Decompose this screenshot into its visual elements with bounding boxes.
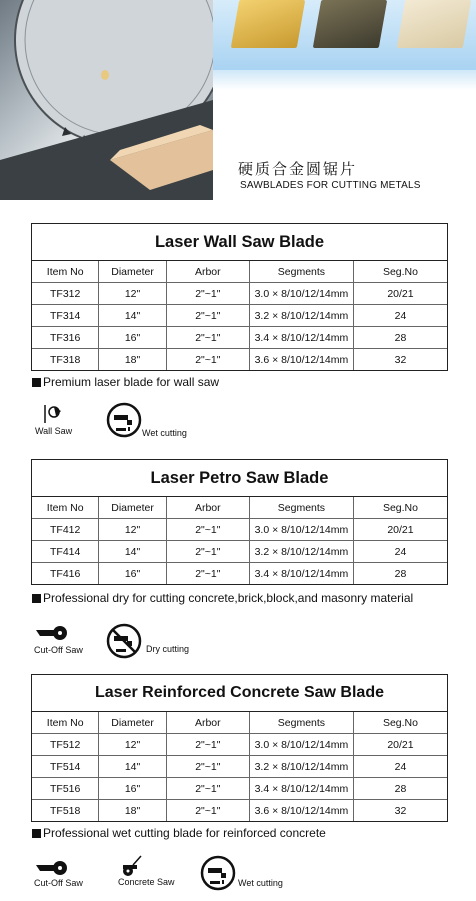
table-cell: TF314 bbox=[32, 305, 99, 326]
table-cell: 2"~1" bbox=[167, 519, 250, 540]
icon-label: Cut-Off Saw bbox=[34, 645, 83, 655]
table-cell: 16" bbox=[99, 778, 166, 799]
table-cell: 2"~1" bbox=[167, 541, 250, 562]
table-cell: 16" bbox=[99, 563, 166, 584]
table-cell: 3.4 × 8/10/12/14mm bbox=[250, 563, 354, 584]
table-cell: 2"~1" bbox=[167, 756, 250, 777]
table-cell: 2"~1" bbox=[167, 305, 250, 326]
column-header: Arbor bbox=[167, 497, 250, 518]
column-header: Seg.No bbox=[382, 265, 418, 278]
page-title-en: SAWBLADES FOR CUTTING METALS bbox=[240, 180, 421, 191]
table-cell: TF518 bbox=[32, 800, 99, 821]
cut-off-saw-icon bbox=[34, 859, 70, 877]
table-cell: 28 bbox=[394, 567, 407, 580]
note-text: Premium laser blade for wall saw bbox=[43, 375, 220, 389]
table-cell: 20/21 bbox=[387, 287, 414, 300]
table-cell: 16" bbox=[99, 327, 166, 348]
column-header: Item No bbox=[32, 261, 99, 282]
column-header: Segments bbox=[250, 712, 354, 733]
table-cell: 18" bbox=[99, 349, 166, 370]
table-cell: 14" bbox=[99, 541, 166, 562]
table-title: Laser Wall Saw Blade bbox=[32, 224, 447, 261]
table-row bbox=[32, 283, 447, 305]
table-cell: 2"~1" bbox=[167, 563, 250, 584]
note-text: Professional dry for cutting concrete,brick,block,and masonry material bbox=[43, 591, 414, 605]
table-title: Laser Petro Saw Blade bbox=[32, 460, 447, 497]
table-cell: 2"~1" bbox=[167, 349, 250, 370]
table-cell: 3.4 × 8/10/12/14mm bbox=[250, 778, 354, 799]
table-cell: TF512 bbox=[32, 734, 99, 755]
table-header-row bbox=[32, 712, 447, 734]
icon-label: Wet cutting bbox=[142, 428, 187, 438]
table-cell: 3.0 × 8/10/12/14mm bbox=[250, 283, 354, 304]
column-header: Seg.No bbox=[382, 716, 418, 729]
table-cell: 3.2 × 8/10/12/14mm bbox=[250, 756, 354, 777]
table-cell: TF416 bbox=[32, 563, 99, 584]
table-cell: 28 bbox=[394, 331, 407, 344]
table-row bbox=[32, 563, 447, 584]
wet-cutting-icon bbox=[106, 402, 142, 438]
table-row bbox=[32, 349, 447, 370]
table-cell: TF318 bbox=[32, 349, 99, 370]
cut-off-saw-icon bbox=[34, 624, 70, 642]
column-header: Item No bbox=[32, 712, 99, 733]
table-row bbox=[32, 756, 447, 778]
table-cell: 24 bbox=[394, 760, 407, 773]
hero-banner bbox=[0, 0, 476, 200]
table-cell: 3.0 × 8/10/12/14mm bbox=[250, 734, 354, 755]
table-cell: 32 bbox=[394, 353, 407, 366]
table-cell: 12" bbox=[99, 519, 166, 540]
stone-sample bbox=[313, 0, 387, 48]
table-cell: 18" bbox=[99, 800, 166, 821]
table-cell: 3.4 × 8/10/12/14mm bbox=[250, 327, 354, 348]
concrete-saw-icon bbox=[121, 855, 147, 877]
column-header: Arbor bbox=[167, 261, 250, 282]
column-header: Segments bbox=[250, 497, 354, 518]
table-cell: 3.2 × 8/10/12/14mm bbox=[250, 305, 354, 326]
icon-label: Wall Saw bbox=[35, 426, 73, 436]
column-header: Segments bbox=[250, 261, 354, 282]
table-cell: 20/21 bbox=[387, 523, 414, 536]
table-cell: 28 bbox=[394, 782, 407, 795]
page-title-cn: 硬质合金圆锯片 bbox=[238, 161, 358, 178]
spec-table-wall-saw bbox=[31, 223, 448, 371]
wet-cutting-icon bbox=[200, 855, 236, 891]
column-header: Diameter bbox=[99, 261, 166, 282]
table-row bbox=[32, 327, 447, 349]
column-header: Seg.No bbox=[382, 501, 418, 514]
icon-label: Dry cutting bbox=[146, 644, 190, 654]
table-cell: 20/21 bbox=[387, 738, 414, 751]
column-header: Diameter bbox=[99, 497, 166, 518]
sawblade-photo bbox=[0, 0, 213, 200]
dry-cutting-icon bbox=[106, 623, 142, 659]
table-cell: TF514 bbox=[32, 756, 99, 777]
table-cell: 12" bbox=[99, 283, 166, 304]
bullet-square bbox=[32, 829, 41, 838]
board-sample bbox=[397, 0, 471, 48]
table-row bbox=[32, 778, 447, 800]
table-row bbox=[32, 800, 447, 821]
table-cell: 2"~1" bbox=[167, 283, 250, 304]
column-header: Item No bbox=[32, 497, 99, 518]
table-cell: 3.6 × 8/10/12/14mm bbox=[250, 349, 354, 370]
table-cell: 2"~1" bbox=[167, 778, 250, 799]
table-cell: TF312 bbox=[32, 283, 99, 304]
table-header-row bbox=[32, 497, 447, 519]
table-cell: 12" bbox=[99, 734, 166, 755]
table-cell: 2"~1" bbox=[167, 327, 250, 348]
spec-table-reinforced-concrete-saw bbox=[31, 674, 448, 822]
column-header: Diameter bbox=[99, 712, 166, 733]
table-cell: 24 bbox=[394, 545, 407, 558]
table-title: Laser Reinforced Concrete Saw Blade bbox=[32, 675, 447, 712]
table-header-row bbox=[32, 261, 447, 283]
table-cell: 3.2 × 8/10/12/14mm bbox=[250, 541, 354, 562]
icon-label: Wet cutting bbox=[238, 878, 283, 888]
product-note bbox=[32, 826, 326, 840]
table-cell: 2"~1" bbox=[167, 734, 250, 755]
note-text: Professional wet cutting blade for reinforced concrete bbox=[43, 826, 326, 840]
wood-sample bbox=[231, 0, 305, 48]
table-cell: 14" bbox=[99, 305, 166, 326]
table-cell: TF316 bbox=[32, 327, 99, 348]
table-cell: TF516 bbox=[32, 778, 99, 799]
table-cell: 3.0 × 8/10/12/14mm bbox=[250, 519, 354, 540]
table-row bbox=[32, 541, 447, 563]
product-note bbox=[32, 591, 413, 605]
column-header: Arbor bbox=[167, 712, 250, 733]
table-cell: 14" bbox=[99, 756, 166, 777]
table-cell: 2"~1" bbox=[167, 800, 250, 821]
table-cell: 3.6 × 8/10/12/14mm bbox=[250, 800, 354, 821]
table-cell: 24 bbox=[394, 309, 407, 322]
table-cell: 32 bbox=[394, 804, 407, 817]
wall-saw-icon bbox=[42, 403, 64, 425]
bullet-square bbox=[32, 594, 41, 603]
icon-label: Concrete Saw bbox=[118, 877, 175, 887]
table-row bbox=[32, 305, 447, 327]
table-row bbox=[32, 519, 447, 541]
table-row bbox=[32, 734, 447, 756]
table-cell: TF414 bbox=[32, 541, 99, 562]
bullet-square bbox=[32, 378, 41, 387]
icon-label: Cut-Off Saw bbox=[34, 878, 83, 888]
spec-table-petro-saw bbox=[31, 459, 448, 585]
material-samples-photo bbox=[213, 0, 476, 70]
table-cell: TF412 bbox=[32, 519, 99, 540]
product-note bbox=[32, 375, 219, 389]
